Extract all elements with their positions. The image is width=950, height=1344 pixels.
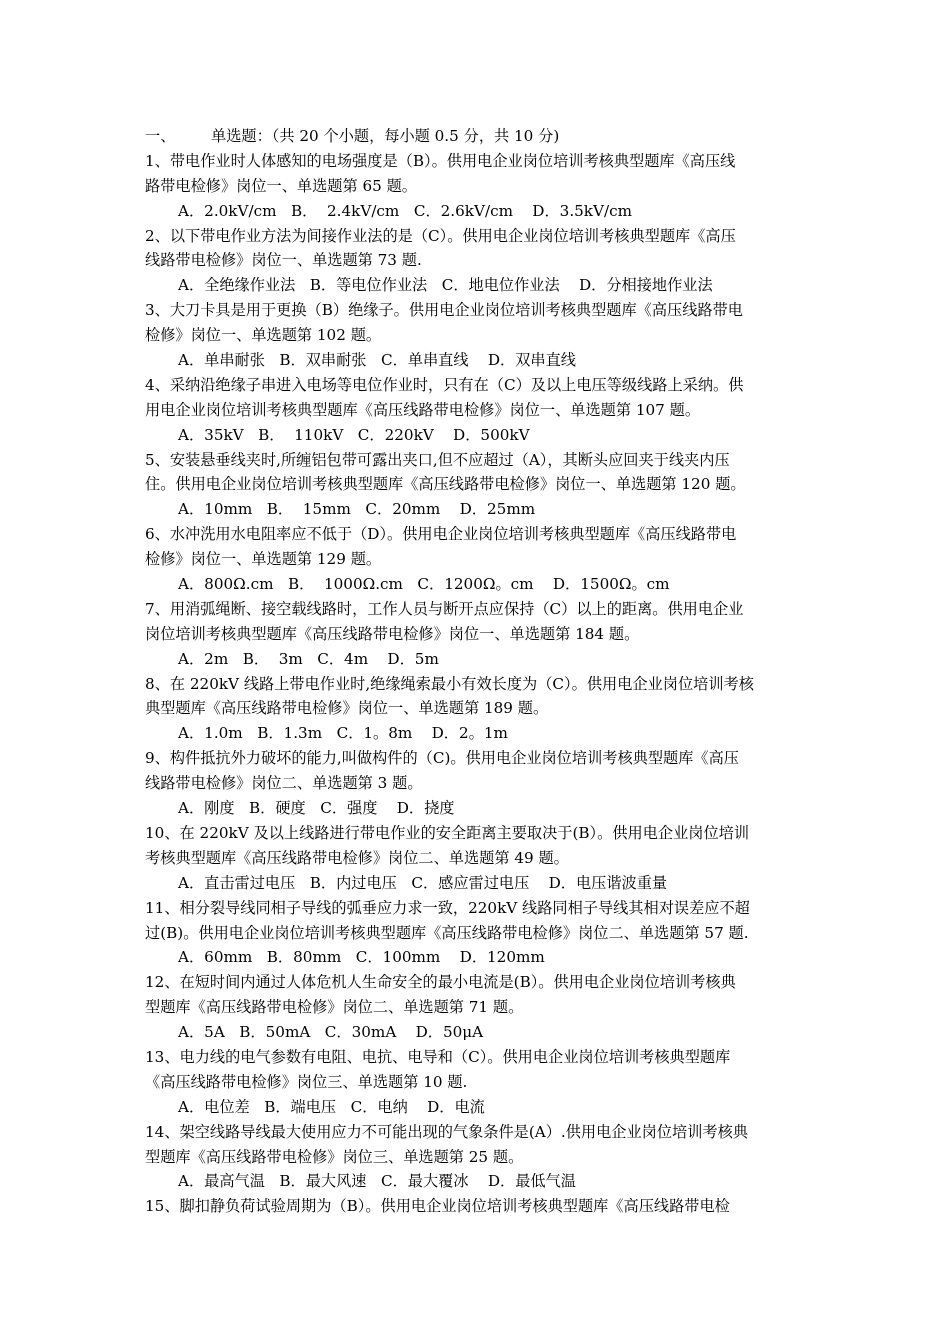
answer-options: A．2m B． 3m C．4m D．5m	[178, 649, 439, 668]
question-12	[145, 970, 810, 1045]
answer-options: A．单串耐张 B．双串耐张 C．单串直线 D．双串直线	[178, 351, 576, 370]
answer-options: A．10mm B． 15mm C．20mm D．25mm	[178, 500, 536, 519]
answer-options: A．最高气温 B．最大风速 C．最大覆冰 D．最低气温	[178, 1172, 576, 1191]
question-13	[145, 1045, 810, 1120]
question-14	[145, 1120, 810, 1195]
answer-options: A．1.0m B．1.3m C．1。8m D．2。1m	[178, 724, 508, 743]
question-text-line: 14、架空线路导线最大使用应力不可能出现的气象条件是(A）.供用电企业岗位培训考核典	[145, 1122, 748, 1141]
question-text-line: 13、电力线的电气参数有电阻、电抗、电导和（C）。供用电企业岗位培训考核典型题库	[145, 1047, 731, 1066]
answer-options: A．2.0kV/cm B． 2.4kV/cm C．2.6kV/cm D．3.5kV/cm	[178, 201, 633, 220]
question-text-line: 住。供用电企业岗位培训考核典型题库《高压线路带电检修》岗位一、单选题第 120 题。	[145, 475, 746, 494]
question-7	[145, 597, 810, 672]
document-body	[145, 124, 810, 1219]
question-text-line: 15、脚扣静负荷试验周期为（B）。供用电企业岗位培训考核典型题库《高压线路带电检	[145, 1197, 730, 1216]
question-8	[145, 672, 810, 747]
question-text-line: 检修》岗位一、单选题第 129 题。	[145, 550, 382, 569]
section-number: 一、	[145, 127, 176, 145]
question-text-line: 考核典型题库《高压线路带电检修》岗位二、单选题第 49 题。	[145, 848, 569, 867]
question-15	[145, 1194, 810, 1219]
answer-options: A．60mm B．80mm C．100mm D．120mm	[178, 948, 545, 967]
question-text-line: 4、采纳沿绝缘子串进入电场等电位作业时，只有在（C）及以上电压等级线路上采纳。供	[145, 375, 744, 394]
answer-options: A．全绝缘作业法 B．等电位作业法 C．地电位作业法 D．分相接地作业法	[178, 276, 713, 295]
question-3	[145, 298, 810, 373]
question-text-line: 9、构件抵抗外力破坏的能力,叫做构件的（C)。供用电企业岗位培训考核典型题库《高压	[145, 749, 739, 768]
question-text-line: 型题库《高压线路带电检修》岗位二、单选题第 71 题。	[145, 998, 524, 1017]
question-text-line: 典型题库《高压线路带电检修》岗位一、单选题第 189 题。	[145, 699, 549, 718]
question-10	[145, 821, 810, 896]
question-text-line: 型题库《高压线路带电检修》岗位三、单选题第 25 题。	[145, 1147, 524, 1166]
question-4	[145, 373, 810, 448]
answer-options: A．800Ω.cm B． 1000Ω.cm C．1200Ω。cm D．1500Ω。cm	[178, 575, 670, 594]
answer-options: A．电位差 B．端电压 C．电纳 D．电流	[178, 1097, 485, 1116]
question-5	[145, 448, 810, 523]
answer-options: A．直击雷过电压 B．内过电压 C．感应雷过电压 D．电压谐波重量	[178, 873, 668, 892]
question-11	[145, 896, 810, 971]
question-text-line: 用电企业岗位培训考核典型题库《高压线路带电检修》岗位一、单选题第 107 题。	[145, 400, 701, 419]
question-text-line: 路带电检修》岗位一、单选题第 65 题。	[145, 176, 417, 195]
question-text-line: 岗位培训考核典型题库《高压线路带电检修》岗位一、单选题第 184 题。	[145, 624, 640, 643]
section-title: 单选题：（共 20 个小题，每小题 0.5 分，共 10 分)	[211, 127, 560, 145]
question-text-line: 10、在 220kV 及以上线路进行带电作业的安全距离主要取决于(B）。供用电企业岗位培训	[145, 823, 750, 842]
answer-options: A．5A B．50mA C．30mA D．50μA	[178, 1023, 484, 1042]
question-text-line: 3、大刀卡具是用于更换（B）绝缘子。供用电企业岗位培训考核典型题库《高压线路带电	[145, 301, 743, 320]
question-6	[145, 522, 810, 597]
question-text-line: 11、相分裂导线同相子导线的弧垂应力求一致，220kV 线路同相子导线其相对误差应不超	[145, 898, 750, 917]
section-heading	[145, 124, 810, 149]
question-9	[145, 746, 810, 821]
question-text-line: 过(B)。供用电企业岗位培训考核典型题库《高压线路带电检修》岗位二、单选题第 57 题.	[145, 923, 749, 942]
answer-options: A．35kV B． 110kV C．220kV D．500kV	[178, 425, 530, 444]
question-1	[145, 149, 810, 224]
question-text-line: 1、带电作业时人体感知的电场强度是（B）。供用电企业岗位培训考核典型题库《高压线	[145, 151, 736, 170]
question-text-line: 7、用消弧绳断、接空载线路时，工作人员与断开点应保持（C）以上的距离。供用电企业	[145, 599, 744, 618]
question-text-line: 检修》岗位一、单选题第 102 题。	[145, 326, 382, 345]
question-text-line: 6、水冲洗用水电阻率应不低于（D）。供用电企业岗位培训考核典型题库《高压线路带电	[145, 525, 737, 544]
question-text-line: 线路带电检修》岗位二、单选题第 3 题。	[145, 774, 423, 793]
question-text-line: 5、安装悬垂线夹时,所缠铝包带可露出夹口,但不应超过（A），其断头应回夹于线夹内压	[145, 450, 730, 469]
question-text-line: 12、在短时间内通过人体危机人生命安全的最小电流是(B）。供用电企业岗位培训考核典	[145, 973, 736, 992]
question-text-line: 《高压线路带电检修》岗位三、单选题第 10 题.	[145, 1072, 468, 1091]
answer-options: A．刚度 B．硬度 C．强度 D．挠度	[178, 799, 455, 818]
question-text-line: 8、在 220kV 线路上带电作业时,绝缘绳索最小有效长度为（C）。供用电企业岗位培训考核	[145, 674, 754, 693]
question-text-line: 线路带电检修》岗位一、单选题第 73 题.	[145, 251, 422, 270]
question-2	[145, 224, 810, 299]
question-text-line: 2、以下带电作业方法为间接作业法的是（C）。供用电企业岗位培训考核典型题库《高压	[145, 226, 736, 245]
